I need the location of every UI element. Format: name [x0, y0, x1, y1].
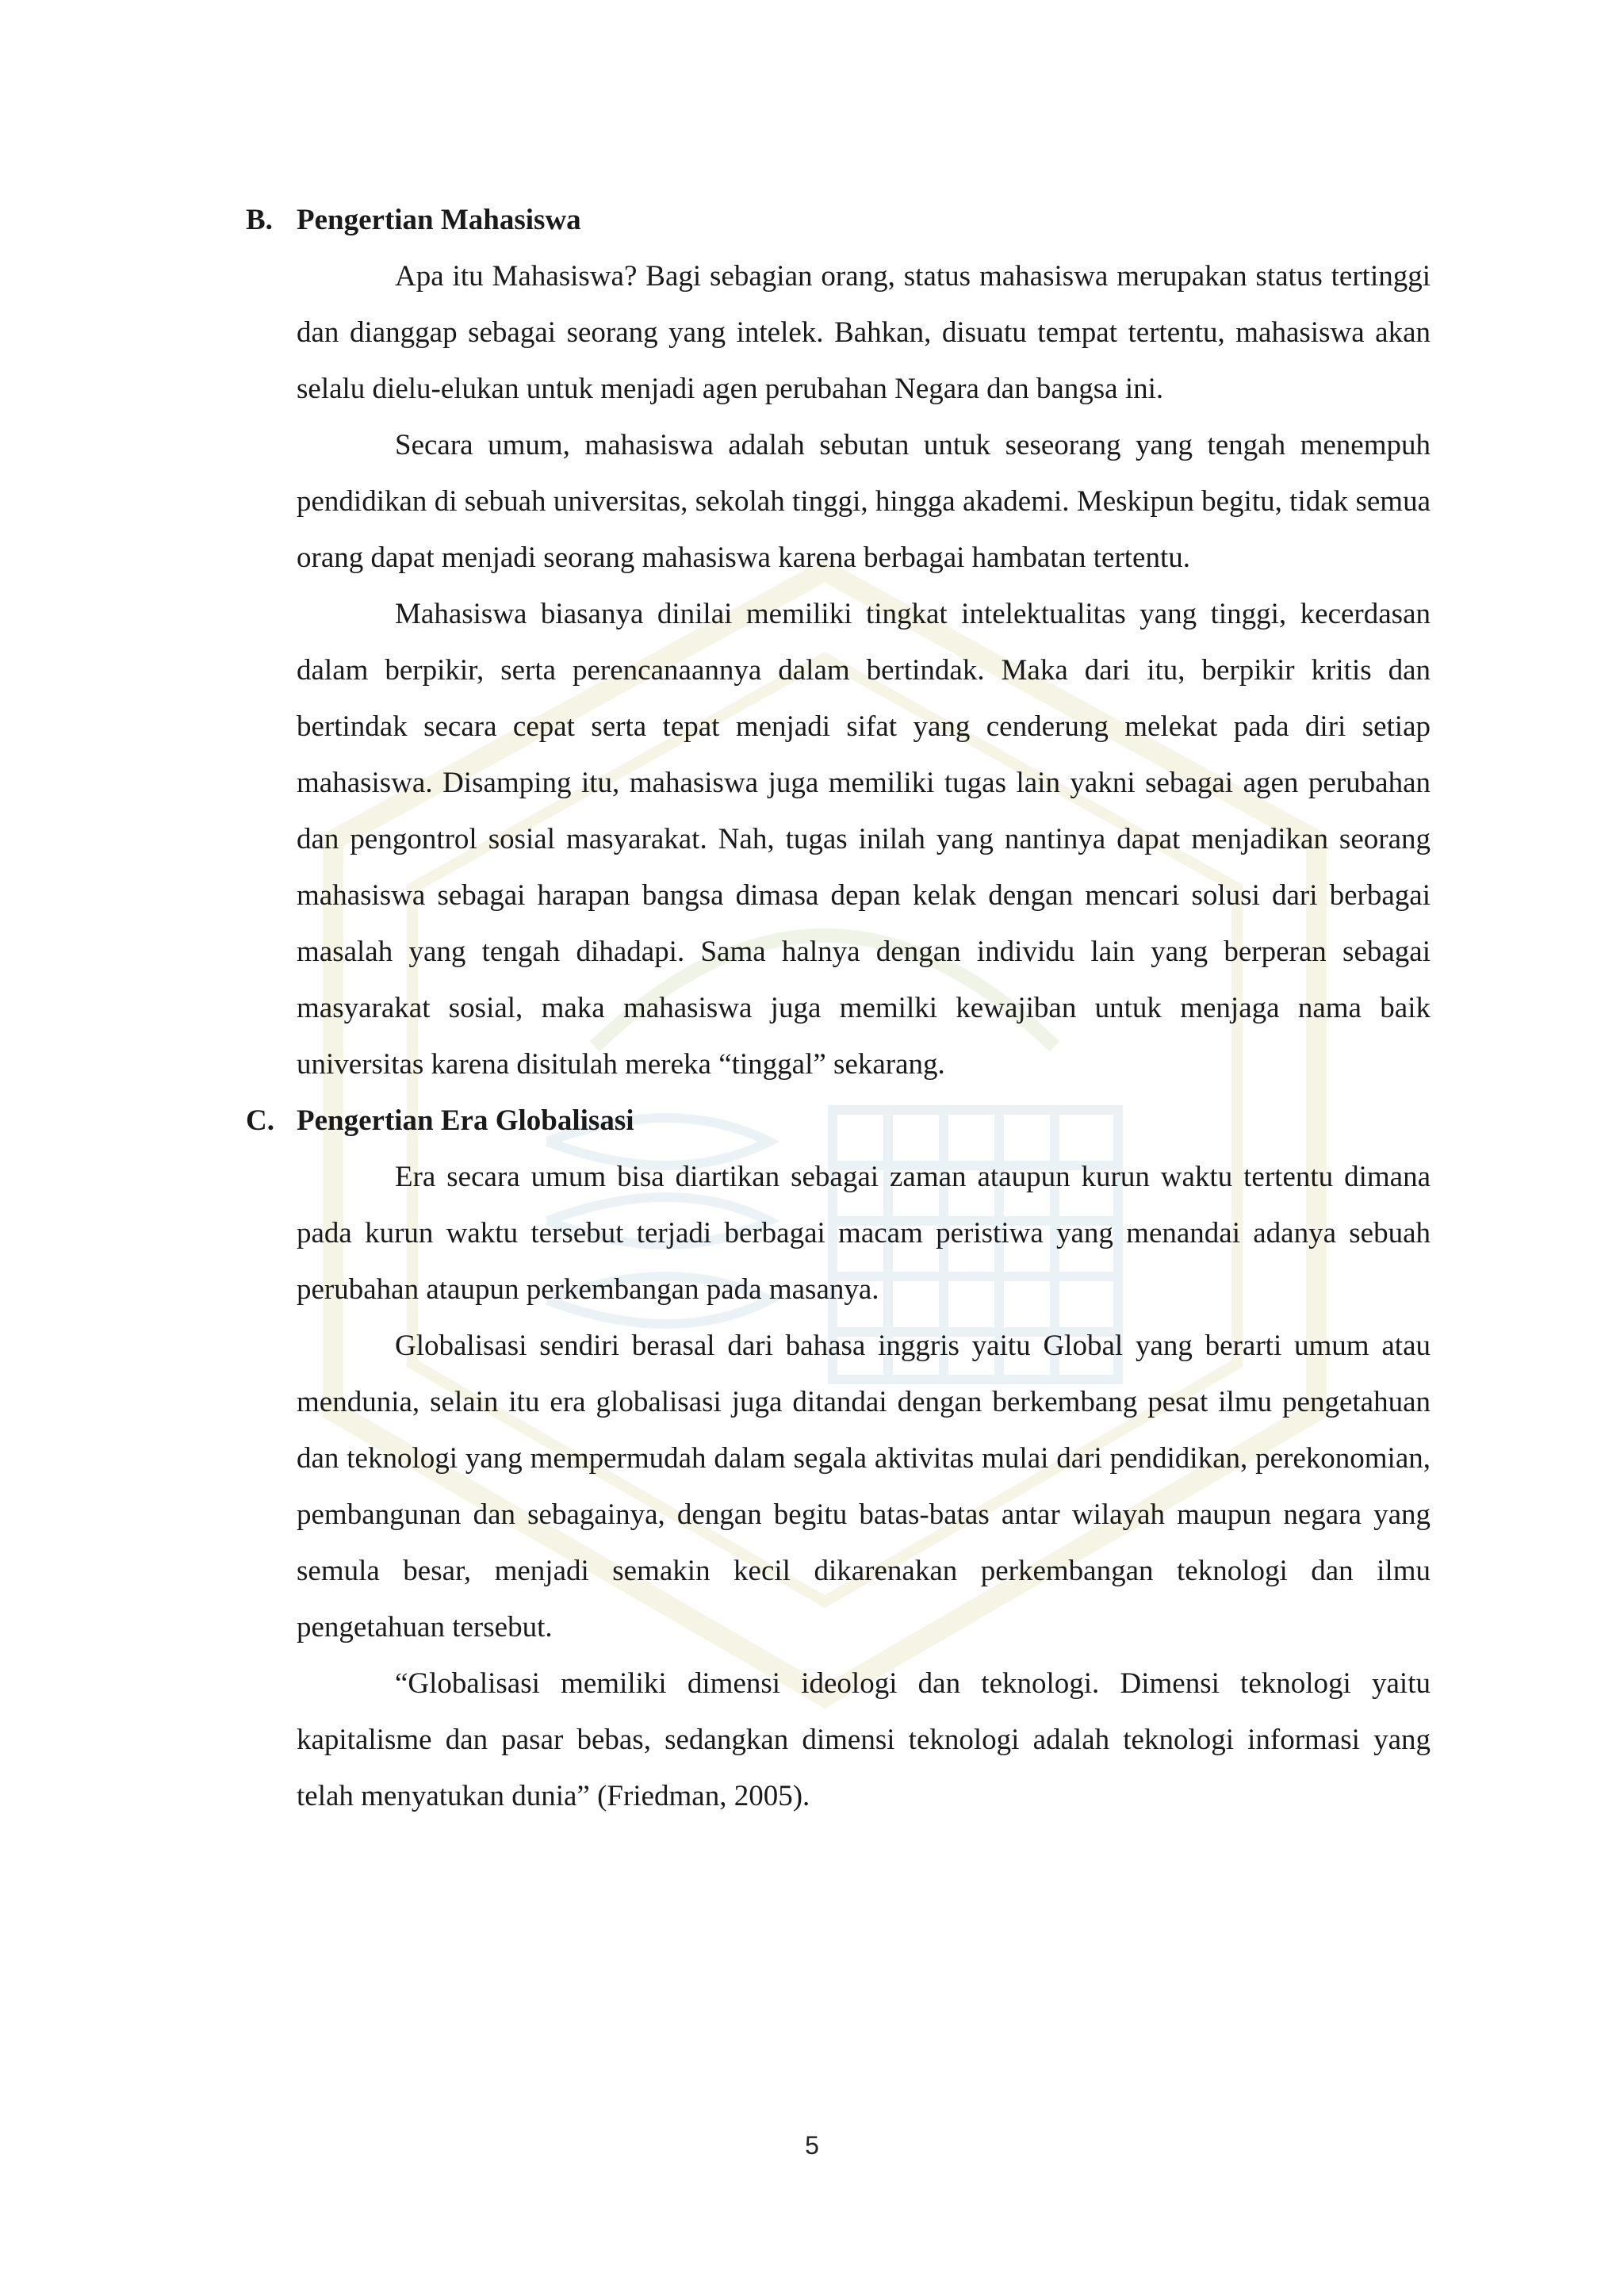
- paragraph: Mahasiswa biasanya dinilai memiliki tingkat intelektualitas yang tinggi, kecerdasan dalam berpikir, serta perencanaannya dalam bertindak. Maka dari itu, berpikir kritis dan bertindak secara cepat serta tepat menjadi sifat yang cenderung melekat pada diri setiap mahasiswa. Disamping itu, mahasiswa juga memiliki tugas lain yakni sebagai agen perubahan dan pengontrol sosial masyarakat. Nah, tugas inilah yang nantinya dapat menjadikan seorang mahasiswa sebagai harapan bangsa dimasa depan kelak dengan mencari solusi dari berbagai masalah yang tengah dihadapi. Sama halnya dengan individu lain yang berperan sebagai masyarakat sosial, maka mahasiswa juga memilki kewajiban untuk menjaga nama baik universitas karena disitulah mereka “tinggal” sekarang.: [297, 598, 1431, 1081]
- section-b: [246, 192, 1431, 1093]
- section-letter: C.: [246, 1104, 274, 1137]
- section-heading: [246, 192, 1431, 248]
- section-title: Pengertian Mahasiswa: [297, 204, 581, 236]
- paragraph: Secara umum, mahasiswa adalah sebutan untuk seseorang yang tengah menempuh pendidikan di sebuah universitas, sekolah tinggi, hingga akademi. Meskipun begitu, tidak semua orang dapat menjadi seorang mahasiswa karena berbagai hambatan tertentu.: [297, 429, 1431, 574]
- paragraph: Globalisasi sendiri berasal dari bahasa inggris yaitu Global yang berarti umum atau mendunia, selain itu era globalisasi juga ditandai dengan berkembang pesat ilmu pengetahuan dan teknologi yang mempermudah dalam segala aktivitas mulai dari pendidikan, perekonomian, pembangunan dan sebagainya, dengan begitu batas-batas antar wilayah maupun negara yang semula besar, menjadi semakin kecil dikarenakan perkembangan teknologi dan ilmu pengetahuan tersebut.: [297, 1330, 1431, 1644]
- paragraph: Apa itu Mahasiswa? Bagi sebagian orang, status mahasiswa merupakan status tertinggi dan dianggap sebagai seorang yang intelek. Bahkan, disuatu tempat tertentu, mahasiswa akan selalu dielu-elukan untuk menjadi agen perubahan Negara dan bangsa ini.: [297, 260, 1431, 405]
- paragraph: “Globalisasi memiliki dimensi ideologi dan teknologi. Dimensi teknologi yaitu kapitalisme dan pasar bebas, sedangkan dimensi teknologi adalah teknologi informasi yang telah menyatukan dunia” (Friedman, 2005).: [297, 1667, 1431, 1812]
- section-title: Pengertian Era Globalisasi: [297, 1104, 634, 1137]
- page-number: 5: [805, 2131, 819, 2160]
- document-body: [246, 192, 1431, 1824]
- section-letter: B.: [246, 204, 273, 236]
- section-heading: [246, 1093, 1431, 1149]
- section-c: [246, 1093, 1431, 1824]
- paragraph: Era secara umum bisa diartikan sebagai zaman ataupun kurun waktu tertentu dimana pada kurun waktu tersebut terjadi berbagai macam peristiwa yang menandai adanya sebuah perubahan ataupun perkembangan pada masanya.: [297, 1161, 1431, 1306]
